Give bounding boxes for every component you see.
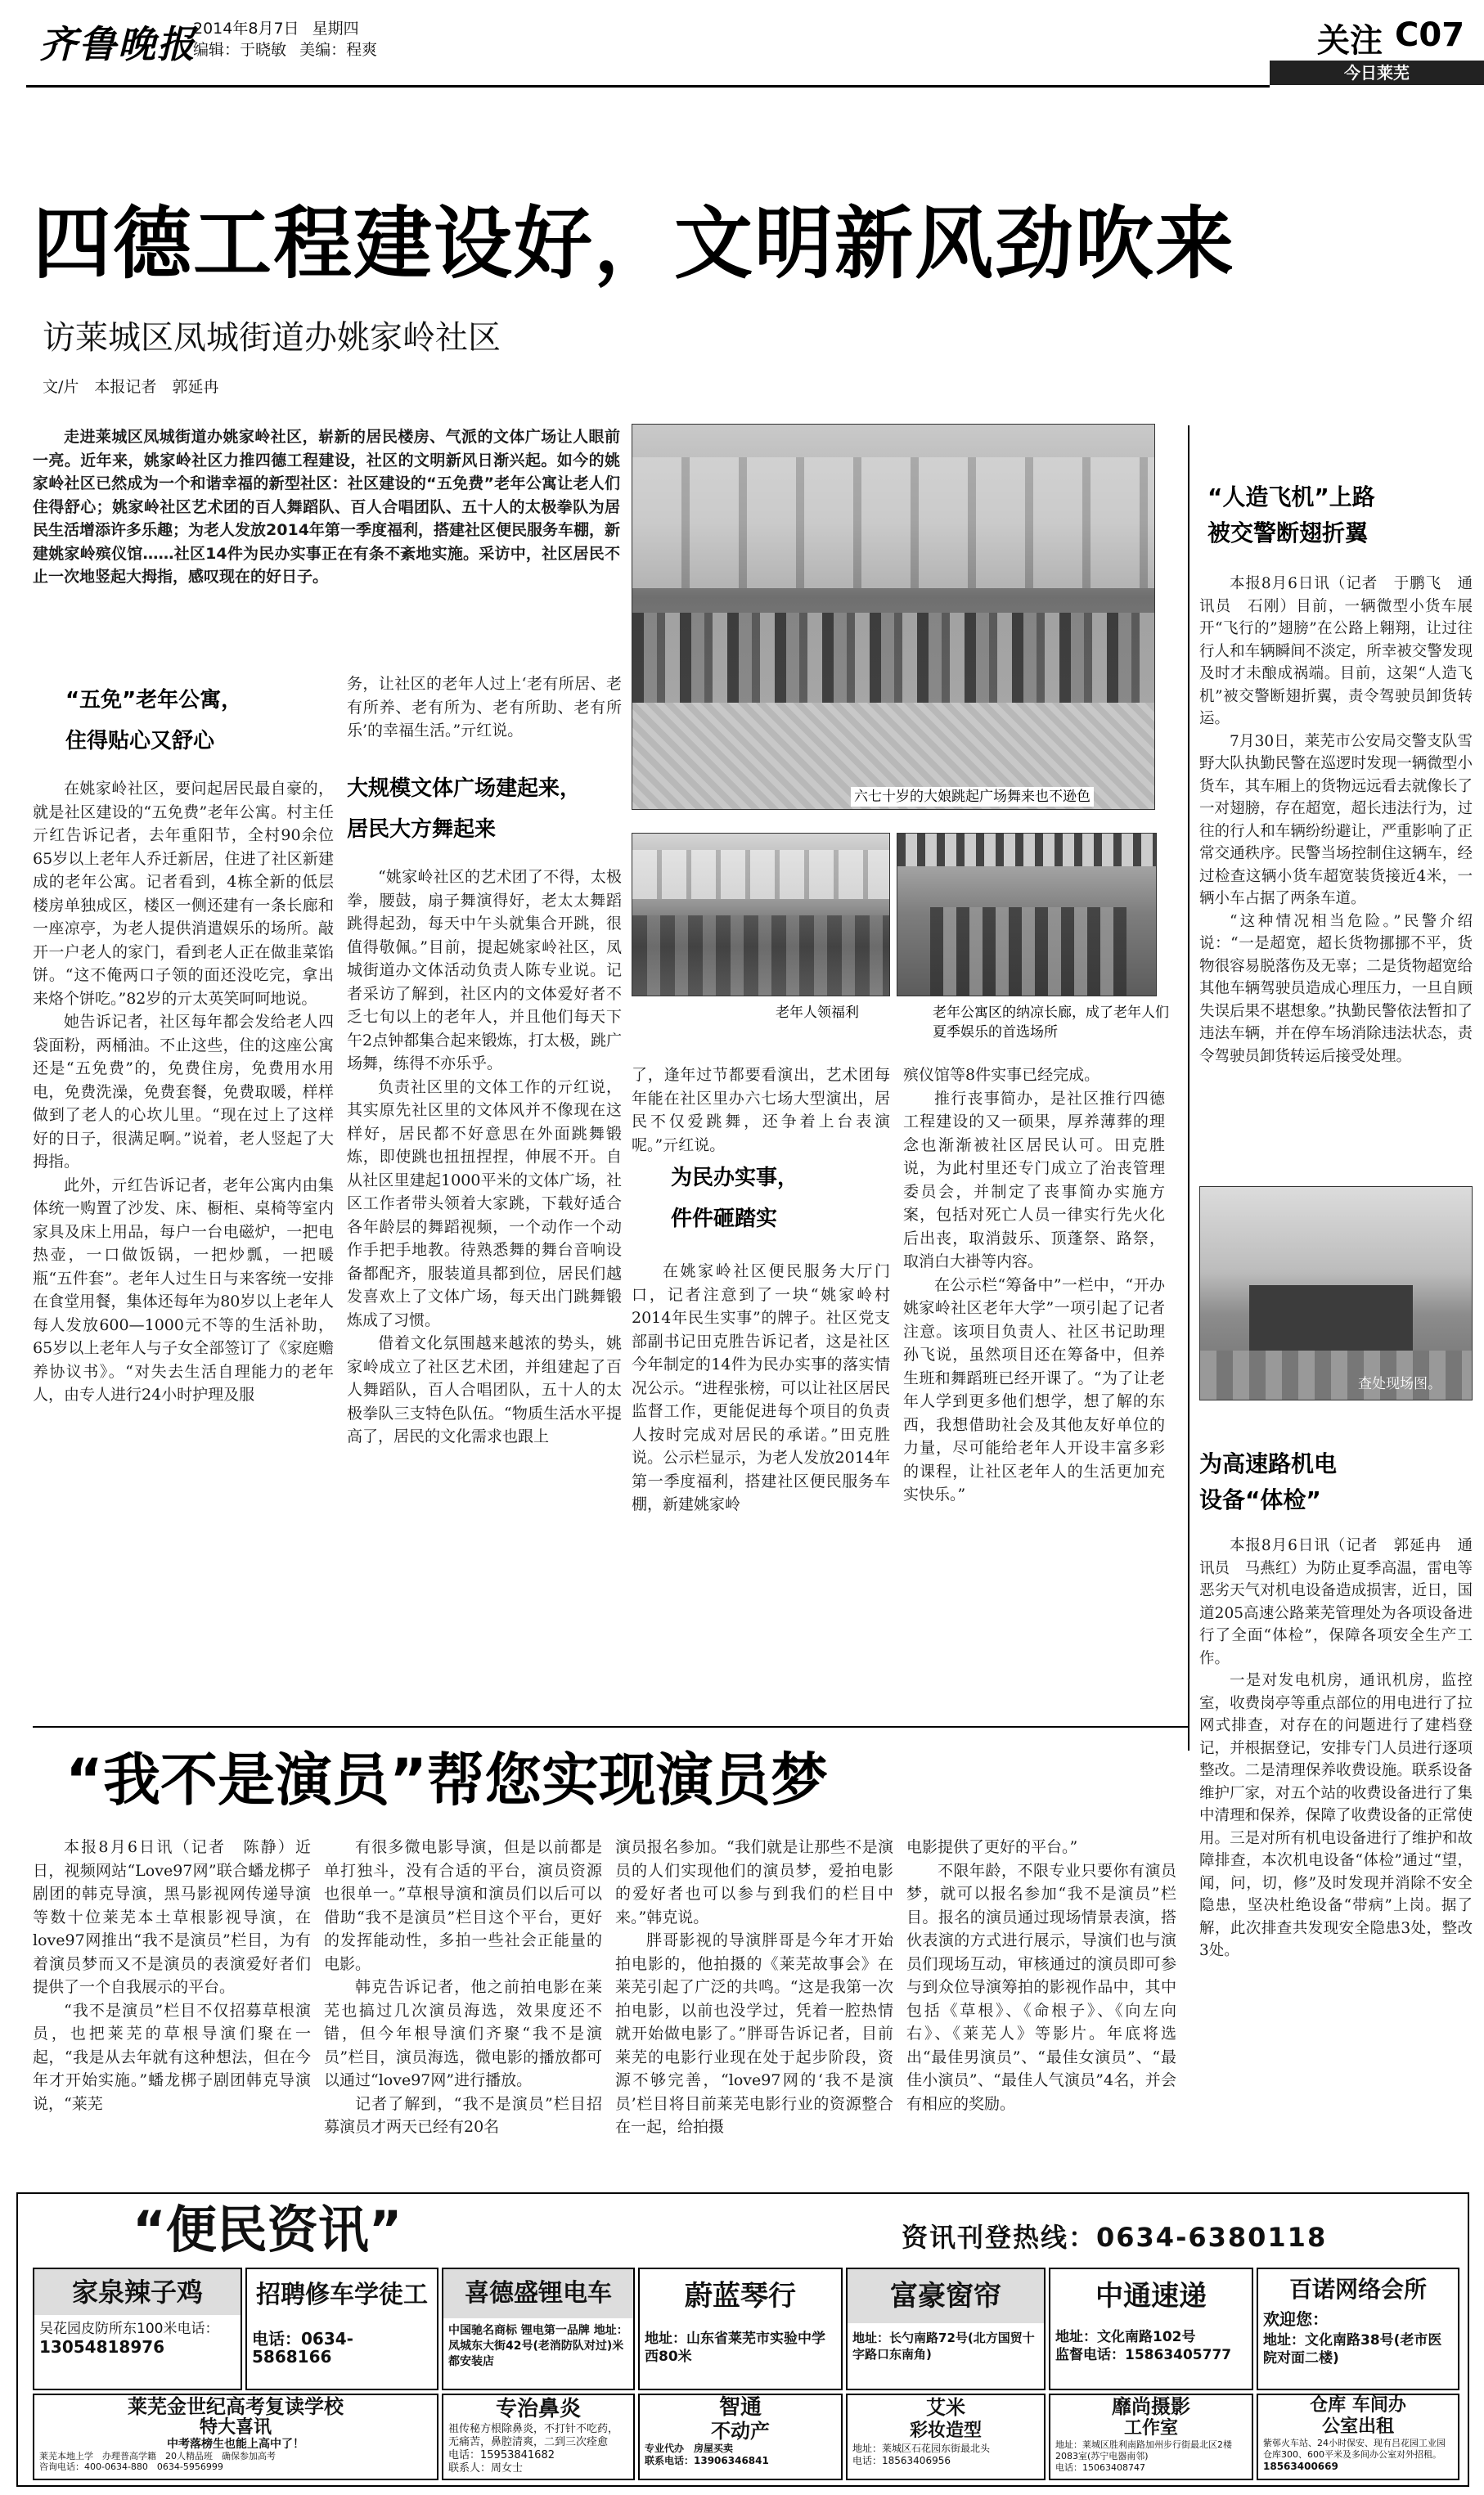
photo-corridor	[897, 833, 1157, 996]
ad-courier: 中通速递 地址：文化南路102号 监督电话：15863405777	[1049, 2268, 1253, 2390]
section-label: 关注	[1317, 22, 1383, 60]
ad-makeup-studio: 艾米 彩妆造型 地址：莱城区石花园东街最北头 电话：18563406956	[846, 2394, 1046, 2480]
photo-truck-scene	[1199, 1186, 1473, 1400]
article2-top-rule	[33, 1726, 1188, 1728]
sidebar-headline-flying-truck: “人造飞机”上路 被交警断翅折翼	[1207, 483, 1375, 546]
ad-piano-shop: 蔚蓝琴行 地址：山东省莱芜市实验中学西80米	[638, 2268, 843, 2390]
issue-date: 2014年8月7日	[193, 20, 299, 38]
caption-truck-scene: 查处现场图。	[1358, 1376, 1441, 1392]
headline: 四德工程建设好，文明新风劲吹来	[33, 198, 1235, 290]
classifieds-header: “便民资讯”	[133, 2200, 402, 2259]
article2-column2: 有很多微电影导演，但是以前都是单打独斗，没有合适的平台，演员资源也很单一。”草根导演和演员们以后可以借助“我不是演员”栏目这个平台，更好的发挥能动性，多拍一些社会正能量的电影。 韩克告诉记者，他之前拍电影在莱芜也搞过几次演员海选，效果度还不错，但今年根导演们齐聚“我不是演员”栏目，演员海选，微电影的播放都可以通过“love97网”进行播放。 记者了解到，“我不是演员”栏目招募演员才两天已经有20名	[324, 1838, 602, 2136]
article2-headline: “我不是演员”帮您实现演员梦	[65, 1746, 829, 1814]
subheading-culture-square: 大规模文体广场建起来， 居民大方舞起来	[347, 776, 582, 842]
article1-column3-top: 了，逢年过节都要看演出，艺术团每年能在社区里办六七场大型演出，居民不仅爱跳舞，还争着上台表演呢。”亓红说。	[632, 1066, 890, 1154]
ad-real-estate: 智通 不动产 专业代办 房屋买卖 联系电话：13906346841	[638, 2394, 843, 2480]
subheadline: 访莱城区凤城街道办姚家岭社区	[43, 319, 501, 357]
page-number: C07	[1395, 16, 1465, 54]
article1-column2-top: 务，让社区的老年人过上‘老有所居、老有所养、老有所为、老有所助、老有所乐’的幸福生活。”亓红说。	[347, 675, 622, 740]
classifieds-hotline: 资讯刊登热线：0634-6380118	[902, 2222, 1328, 2253]
column-divider	[1188, 425, 1189, 1751]
editor-credit: 编辑：于晓敏	[193, 41, 287, 59]
subheading-elderly-apartment: “五免”老年公寓， 住得贴心又舒心	[65, 688, 243, 753]
masthead	[0, 0, 1484, 85]
photo-square-dance	[632, 424, 1155, 810]
byline: 文/片 本报记者 郭延冉	[43, 378, 219, 396]
caption-corridor: 老年公寓区的纳凉长廊，成了老年人们夏季娱乐的首选场所	[933, 1005, 1169, 1041]
ad-spicy-chicken: 家泉辣子鸡 吴花园皮防所东100米电话： 13054818976	[33, 2268, 242, 2390]
article1-column4: 殡仪馆等8件实事已经完成。 推行丧事简办，是社区推行四德工程建设的又一硕果，厚养薄葬的理念也渐渐被社区居民认可。田克胜说，为此村里还专门成立了治丧管理委员会，并制定了丧事简办实施方案，包括对死亡人员一律实行先火化后出丧，取消鼓乐、顶蓬祭、路祭，取消白大褂等内容。 在公示栏“筹备中”一栏中，“开办姚家岭社区老年大学”一项引起了记者注意。该项目负责人、社区书记助理孙飞说，虽然项目还在筹备中，但养生班和舞蹈班已经开课了。“为了让老年人学到更多他们想学，想了解的东西，我想借助社会及其他友好单位的力量，尽可能给老年人开设丰富多彩的课程，让社区老年人的生活更加充实快乐。”	[903, 1066, 1165, 1504]
ad-ebike: 喜德盛锂电车 中国驰名商标 锂电第一品牌 地址：凤城东大街42号(老消防队对过)米都安装店	[442, 2268, 635, 2390]
lead-paragraph: 走进莱城区凤城街道办姚家岭社区，崭新的居民楼房、气派的文体广场让人眼前一亮。近年来，姚家岭社区力推四德工程建设，社区的文明新风日渐兴起。如今的姚家岭社区已然成为一个和谐幸福的新型社区：社区建设的“五免费”老年公寓让老人们住得舒心；姚家岭社区艺术团的百人舞蹈队、百人合唱团队、五十人的太极拳队为居民生活增添许多乐趣；为老人发放2014年第一季度福利，搭建社区便民服务车棚，新建姚家岭殡仪馆……社区14件为民办实事正在有条不紊地实施。采访中，社区居民不止一次地竖起大拇指，感叹现在的好日子。	[33, 428, 620, 586]
article2-column3: 演员报名参加。“我们就是让那些不是演员的人们实现他们的演员梦，爱拍电影的爱好者也可以参与到我们的栏目中来。”韩克说。 胖哥影视的导演胖哥是今年才开始拍电影的，他拍摄的《莱芜故事会》在莱芜引起了广泛的共鸣。“这是我第一次拍电影，以前也没学过，凭着一腔热情就开始做电影了。”胖哥告诉记者，目前莱芜的电影行业现在处于起步阶段，资源不够完善，“love97网的‘我不是演员’栏目将目前莱芜电影行业的资源整合在一起，给拍摄	[615, 1838, 893, 2136]
ad-cram-school: 莱芜金世纪高考复读学校 特大喜讯 中考落榜生也能上高中了！ 莱芜本地上学 办理普高学籍 20人精品班 确保参加高考 咨询电话：400-0634-880 0634-5956999	[33, 2394, 438, 2480]
newspaper-logo: 齐鲁晚报	[39, 22, 196, 66]
sidebar-article-highway-check: 本报8月6日讯（记者 郭延冉 通讯员 马燕红）为防止夏季高温，雷电等恶劣天气对机电设备造成损害，近日，国道205高速公路莱芜管理处为各项设备进行了全面“体检”，保障各项安全生产工作。 一是对发电机房，通讯机房，监控室，收费岗亭等重点部位的用电进行了拉网式排查，对存在的问题进行了建档登记，并根据登记，安排专门人员进行逐项整改。二是清理保养收费设施。联系设备维护厂家，对五个站的收费设备进行了集中清理和保养，保障了收费设备的正常使用。三是对所有机电设备进行了维护和故障排查，本次机电设备“体检”通过“望，闻，问，切，修”及时发现并消除不安全隐患，坚决杜绝设备“带病”上岗。据了解，此次排查共发现安全隐患3处，整改3处。	[1199, 1537, 1473, 1959]
article2-column1: 本报8月6日讯（记者 陈静）近日，视频网站“Love97网”联合蟠龙梆子剧团的韩克导演，黑马影视网传递导演等数十位莱芜本土草根影视导演，在love97网推出“我不是演员”栏目，为有着演员梦而又不是演员的表演爱好者们提供了一个自我展示的平台。 “我不是演员”栏目不仅招募草根演员，也把莱芜的草根导演们聚在一起，“我是从去年就有这种想法，但在今年才开始实施。”蟠龙梆子剧团韩克导演说，“莱芜	[33, 1838, 311, 2113]
ad-cram-school-extra: 招生对象：中考落榜生、高高一借读生。高考复读，新高三借读，暑假中小学辅导班，初中高中各科1对1 火热招生中地址：花园北路北首莱城区交通局对过(花园学校北200米路东)地址：泰安市唐訾路中段路东房屋过户 贷款 评估 三天贷款申请通过 手续快利息低 费用少 服务好QQ：372915288联系电话	[846, 2482, 960, 2483]
ad-warehouse-rental: 仓库 车间办 公室出租 紫邨火车站、24小时保安、现有吕花园工业园仓库300、600平米及多间办公室对外招租。 18563400669	[1257, 2394, 1459, 2480]
ad-internet-cafe: 百诺网络会所 欢迎您： 地址：文化南路38号(老市医院对面二楼)	[1257, 2268, 1459, 2390]
article1-column1: 在姚家岭社区，要问起居民最自豪的，就是社区建设的“五免费”老年公寓。村主任亓红告诉记者，去年重阳节，全村90余位65岁以上老年人乔迁新居，住进了社区新建成的老年公寓。记者看到，4栋全新的低层楼房单独成区，楼区一侧还建有一条长廊和一座凉亭，为老人提供消遣娱乐的场所。敲开一户老人的家门，看到老人正在做韭菜馅饼。“这不俺两口子领的面还没吃完，拿出来烙个饼吃。”82岁的亓太英笑呵呵地说。 她告诉记者，社区每年都会发给老人四袋面粉，两桶油。不止这些，住的这座公寓还是“五免费”的，免费住房，免费用水用电，免费洗澡，免费套餐，免费取暖，样样做到了老人的心坎儿里。“现在过上了这样好的日子，很满足啊。”说着，老人竖起了大拇指。 此外，亓红告诉记者，老年公寓内由集体统一购置了沙发、床、橱柜、桌椅等室内家具及床上用品，每户一台电磁炉，一把电热壶，一口做饭锅，一把炒瓢，一把暖瓶“五件套”。老年人过生日与来客统一安排在食堂用餐，集体还每年为80岁以上老年人每人发放600—1000元不等的生活补助，65岁以上老年人与子女全部签订了《家庭赡养协议书》。“对失去生活自理能力的老年人，由专人进行24小时护理及服	[33, 780, 334, 1404]
article1-column3: 在姚家岭社区便民服务大厅门口，记者注意到了一块“姚家岭村2014年民生实事”的牌子。社区党支部副书记田克胜告诉记者，这是社区今年制定的14件为民办实事的落实情况公示。“进程张榜，可以让社区居民监督工作，更能促进每个项目的负责人按时完成对居民的承诺。”田克胜说。公示栏显示，为老人发放2014年第一季度福利，搭建社区便民服务车棚，新建姚家岭	[632, 1262, 890, 1513]
caption-welfare: 老年人领福利	[776, 1005, 859, 1021]
sidebar-headline-highway-check: 为高速路机电 设备“体检”	[1199, 1450, 1338, 1513]
ad-photo-studio: 靡尚摄影 工作室 地址：莱城区胜利南路加州步行街最北区2楼2083室(苏宁电器南邻) 电话：15063408747	[1049, 2394, 1253, 2480]
sidebar-article-flying-truck: 本报8月6日讯（记者 于鹏飞 通讯员 石刚）目前，一辆微型小货车展开“飞行的”翅膀”在公路上翱翔，让过往行人和车辆瞬间不淡定，所幸被交警发现及时才未酿成祸端。目前，这架“人造飞机”被交警断翅折翼，责令驾驶员卸货转运。 7月30日，莱芜市公安局交警支队雪野大队执勤民警在巡逻时发现一辆微型小货车，其车厢上的货物远远看去就像长了一对翅膀，存在超宽，超长违法行为，过往的行人和车辆纷纷避让，严重影响了正常交通秩序。民警当场控制住这辆车，经过检查这辆小货车超宽装货接近4米，一辆小车占据了两条车道。 “这种情况相当危险。”民警介绍说：“一是超宽，超长货物挪挪不平，货物很容易脱落伤及无辜；二是货物超宽给其他车辆驾驶员造成心理压力，一旦自顾失误后果不堪想象。”执勤民警依法暂扣了违法车辆，并在停车场消除违法状态，责令驾驶员卸货转运后接受处理。	[1199, 575, 1473, 1065]
masthead-rule	[26, 85, 1270, 88]
ad-mechanic-apprentice: 招聘修车学徒工 电话：0634-5868166	[245, 2268, 438, 2390]
designer-credit: 美编：程爽	[299, 41, 378, 59]
article2-column4: 电影提供了更好的平台。” 不限年龄，不限专业只要你有演员梦，就可以报名参加“我不是演员”栏目。报名的演员通过现场情景表演，搭伙表演的方式进行展示，导演们也与演员们现场互动，审核通过的演员即可参与到众位导演筹拍的影视作品中，其中包括《草根》、《命根子》、《向左向右》、《莱芜人》等影片。年底将选出“最佳男演员”、“最佳女演员”、“最佳小演员”、“最佳人气演员”4名，并会有相应的奖励。	[906, 1838, 1176, 2113]
caption-square-dance: 六七十岁的大娘跳起广场舞来也不逊色	[851, 787, 1094, 807]
photo-welfare	[632, 833, 890, 996]
article1-column2: “姚家岭社区的艺术团了不得，太极拳，腰鼓，扇子舞演得好，老太太舞蹈跳得起劲，每天中午头就集合开跳，很值得敬佩。”目前，提起姚家岭社区，凤城街道办文体活动负责人陈专业说。记者采访了解到，社区内的文体爱好者不乏七旬以上的老年人，并且他们每天下午2点钟都集合起来锻炼，打太极，跳广场舞，练得不亦乐乎。 负责社区里的文体工作的亓红说，其实原先社区里的文体风并不像现在这样好，居民都不好意思在外面跳舞锻炼，即使跳也扭扭捏捏，伸展不开。自从社区里建起1000平米的文体广场，社区工作者带头领着大家跳，下载好适合各年龄层的舞蹈视频，一个动作一个动作手把手地教。待熟悉舞的舞台音响设备都配齐，服装道具都到位，居民们越发喜欢上了文体广场，每天出门跳舞锻炼成了习惯。 借着文化氛围越来越浓的势头，姚家岭成立了社区艺术团，并组建起了百人舞蹈队，百人合唱团队，五十人的太极拳队三支特色队伍。“物质生活水平提高了，居民的文化需求也跟上	[347, 868, 622, 1445]
subheading-practical-work: 为民办实事， 件件砸踏实	[671, 1166, 799, 1231]
ad-rhinitis-treatment: 专治鼻炎 祖传秘方根除鼻炎，不打针不吃药，无痛苦，鼻腔清爽，二到三次痊愈 电话：15953841682 联系人：周女士	[442, 2394, 635, 2480]
ad-curtains: 富豪窗帘 地址：长勺南路72号(北方国贸十字路口东南角)	[846, 2268, 1046, 2390]
local-edition-bar: 今日莱芜	[1270, 61, 1484, 85]
issue-weekday: 星期四	[312, 20, 359, 38]
